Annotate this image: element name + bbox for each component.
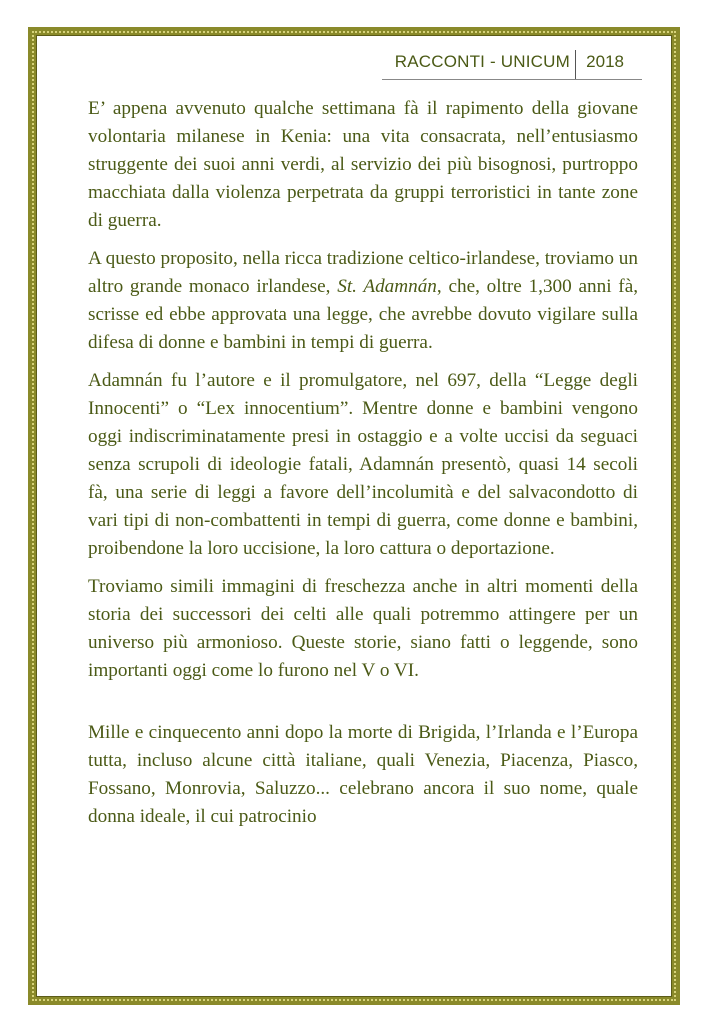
paragraph-4: Troviamo simili immagini di freschezza anche in altri momenti della storia dei successori dei celti alle quali potremmo attingere per un universo più armonioso. Queste storie, siano fatti o leggende, sono importanti oggi come lo furono nel V o VI. [88, 576, 638, 681]
header-rule [382, 79, 642, 80]
paragraph-2-lead: A questo proposito, nella ricca tradizione celtico-irlandese, troviamo un altro grande monaco irlandese, [88, 248, 638, 297]
header-year: 2018 [586, 52, 624, 71]
body-text [88, 95, 638, 841]
paragraph-1: E’ appena avvenuto qualche settimana fà il rapimento della giovane volontaria milanese in Kenia: una vita consacrata, nell’entusiasmo struggente dei suoi anni verdi, al servizio dei più bisognosi, purtroppo macchiata dalla violenza perpetrata da gruppi terroristici in tante zone di guerra. [88, 98, 638, 231]
page-header [82, 50, 642, 80]
paragraph-2-rest: , che, oltre 1,300 anni fà, scrisse ed ebbe approvata una legge, che avrebbe dovuto vigilare sulla difesa di donne e bambini in tempi di guerra. [88, 276, 639, 353]
header-separator [575, 50, 576, 79]
paragraph-2 [88, 245, 638, 357]
paragraph-5: Mille e cinquecento anni dopo la morte di Brigida, l’Irlanda e l’Europa tutta, incluso alcune città italiane, quali Venezia, Piacenza, Piasco, Fossano, Monrovia, Saluzzo... celebrano ancora il suo nome, quale donna ideale, il cui patrocinio [88, 722, 638, 827]
header-title: RACCONTI - UNICUM [394, 52, 570, 71]
paragraph-3: Adamnán fu l’autore e il promulgatore, nel 697, della “Legge degli Innocenti” o “Lex innocentium”. Mentre donne e bambini vengono oggi indiscriminatamente presi in ostaggio e a volte uccisi da seguaci senza scrupoli di ideologie fatali, Adamnán presentò, quasi 14 secoli fà, una serie di leggi a favore dell’incolumità e del salvacondotto di vari tipi di non-combattenti in tempi di guerra, come donne e bambini, proibendone la loro uccisione, la loro cattura o deportazione. [88, 370, 638, 559]
saint-name: St. Adamnán [337, 276, 437, 297]
